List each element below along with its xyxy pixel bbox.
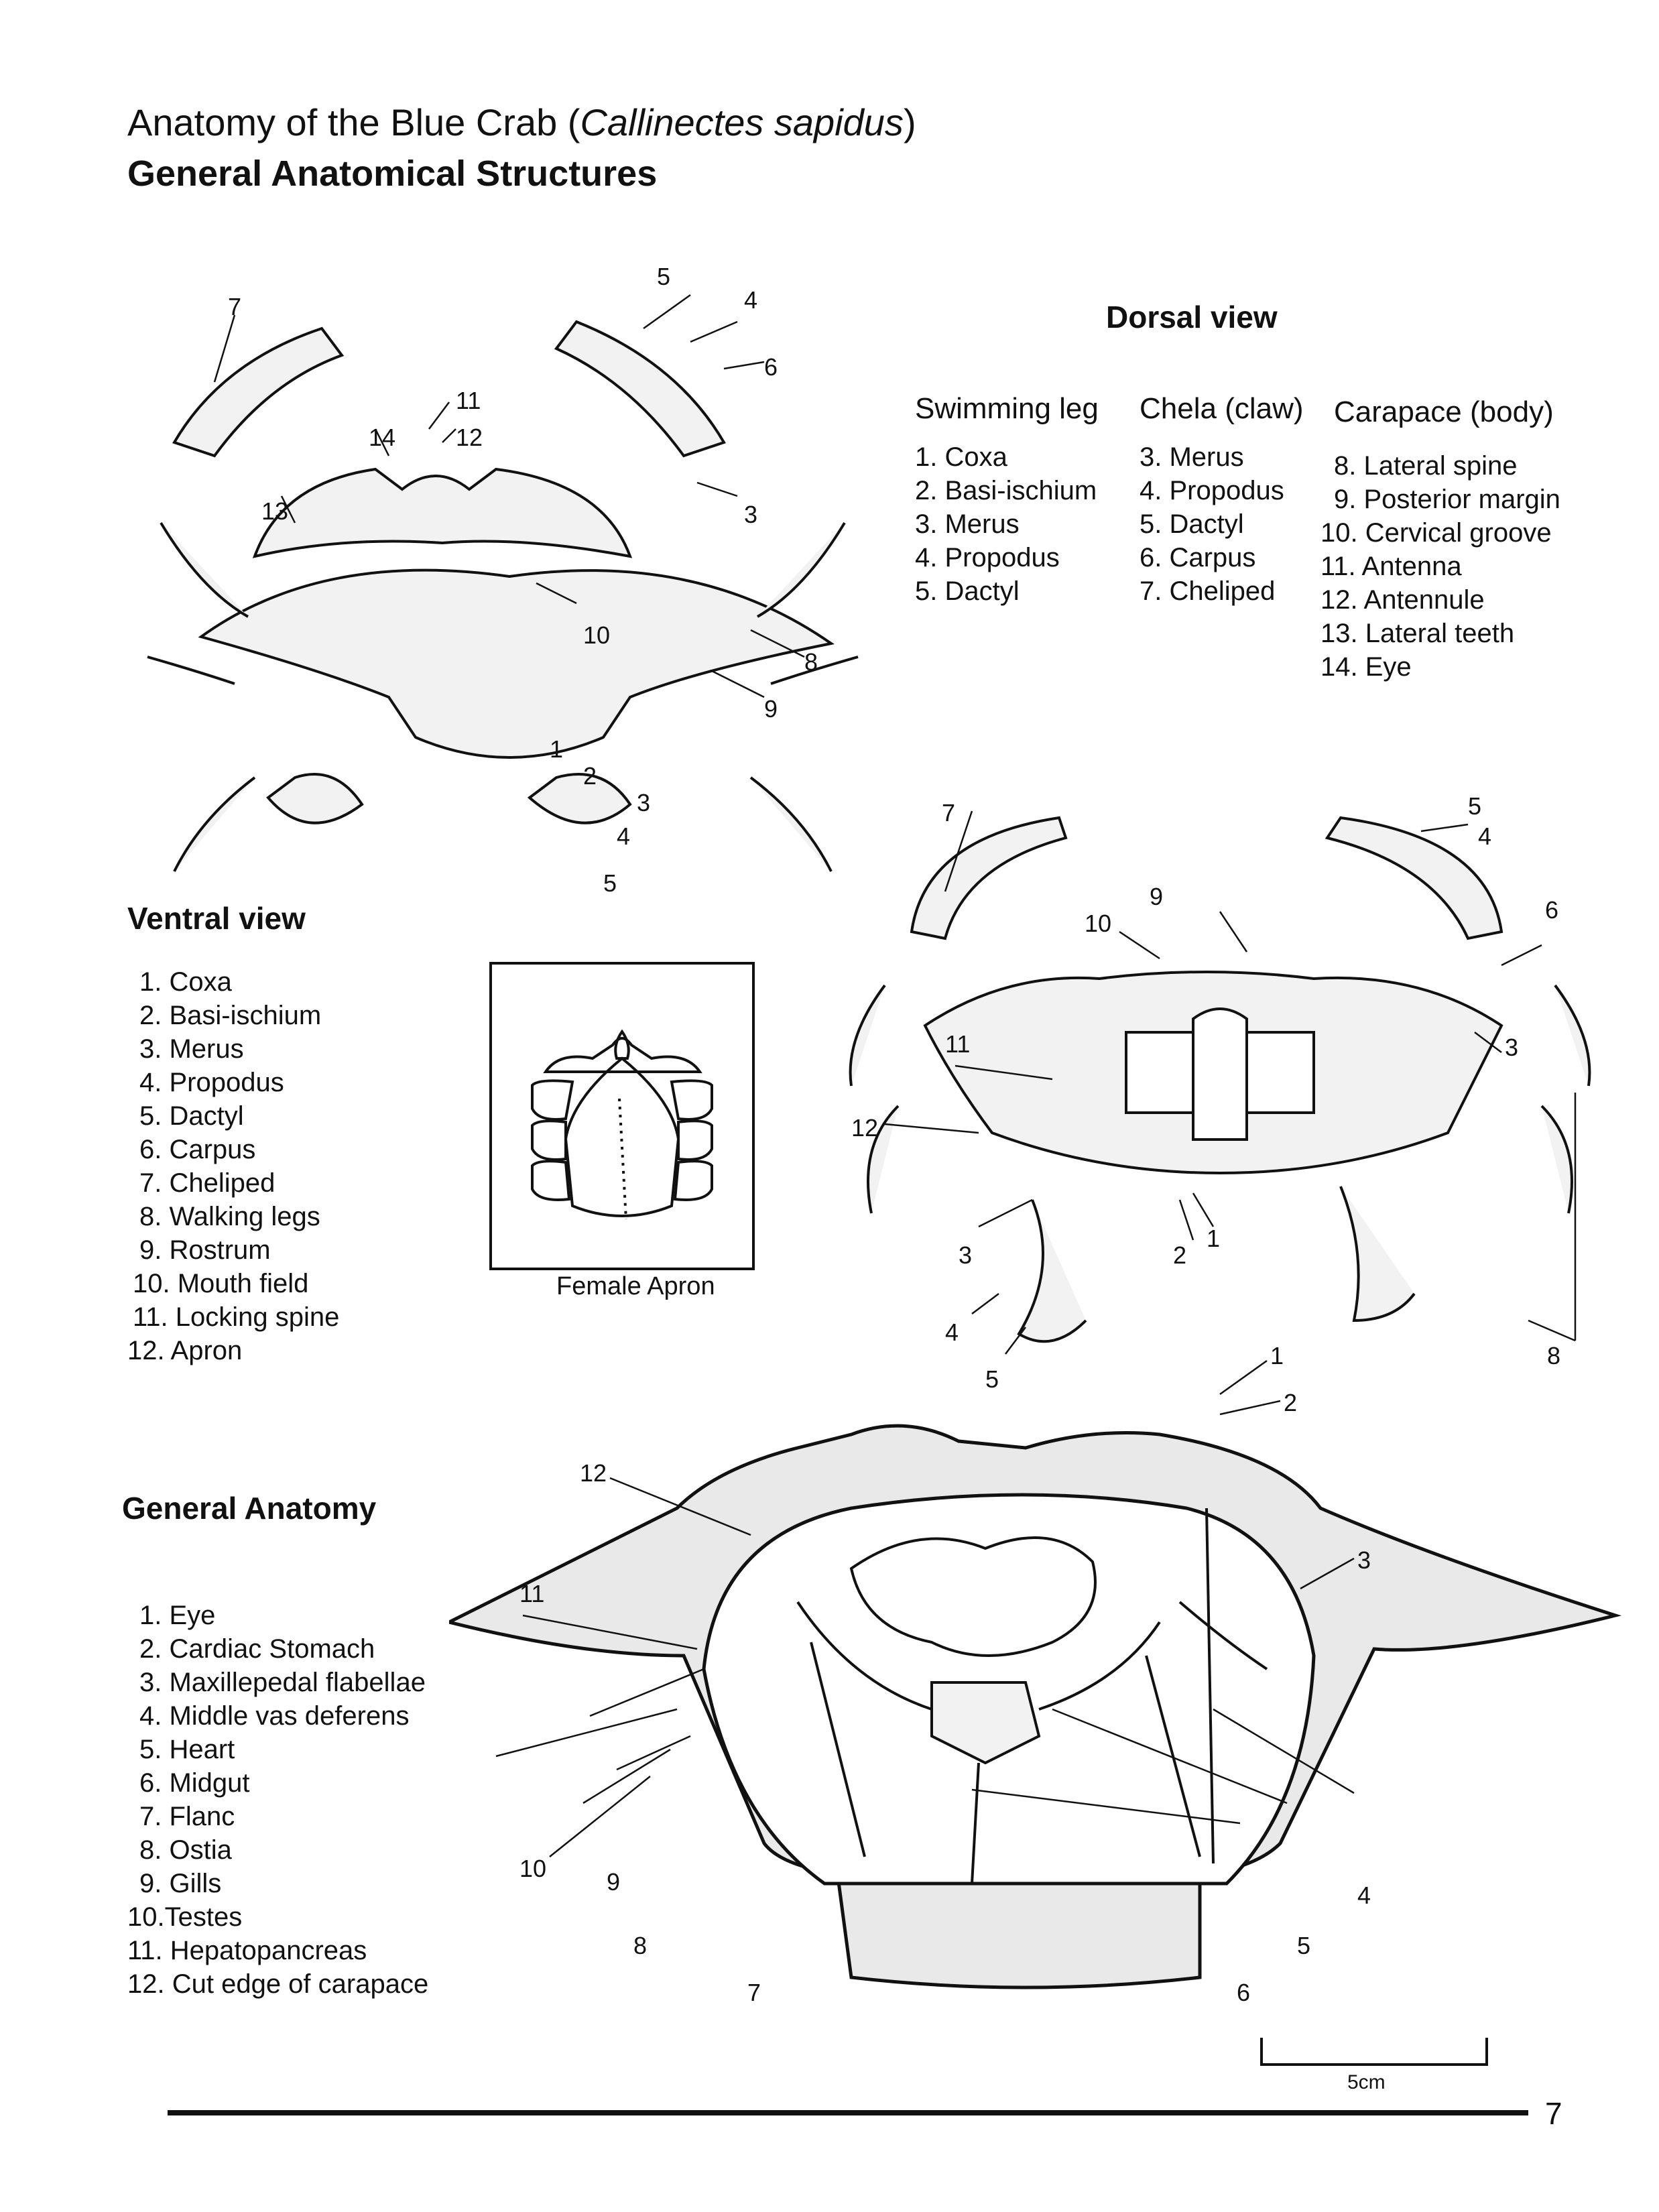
title-species: Callinectes sapidus [580,101,904,143]
dorsal-callout: 13 [261,497,289,525]
scale-bar-label: 5cm [1347,2071,1386,2093]
footer-rule [168,2110,1528,2115]
general-anatomy-heading: General Anatomy [122,1491,377,1526]
anatomy-callout: 4 [1357,1882,1371,1909]
dorsal-column-swimming-leg [915,392,1099,608]
female-apron-drawing [492,965,752,1268]
dorsal-callout: 9 [764,695,778,723]
list-item: 3. Merus [915,509,1020,539]
ventral-callout: 2 [1173,1241,1187,1269]
anatomy-callout: 12 [580,1459,607,1487]
list-item: 11. Hepatopancreas [127,1936,367,1965]
list-item: 13. Lateral teeth [1320,619,1515,648]
dorsal-callout: 5 [603,869,617,897]
dorsal-callout: 11 [456,387,481,414]
dorsal-callout: 12 [456,424,483,451]
list-item: 11. Antenna [1320,552,1462,581]
list-item: 6. Midgut [139,1768,250,1798]
dorsal-callout: 10 [583,621,611,649]
dorsal-view-heading: Dorsal view [1106,300,1278,334]
page-subtitle: General Anatomical Structures [127,153,658,194]
ventral-view-list [127,965,339,1367]
ventral-callout: 11 [945,1030,971,1058]
list-item: 7. Cheliped [139,1168,275,1198]
scale-bar [1260,2038,1488,2066]
list-item: 10. Mouth field [133,1269,309,1298]
dorsal-callout: 4 [744,286,758,314]
list-item: 7. Flanc [139,1802,235,1831]
dorsal-callout: 2 [583,762,597,790]
list-item: 5. Dactyl [915,576,1020,606]
list-item: 9. Posterior margin [1334,485,1560,514]
ventral-callout: 4 [1478,822,1492,850]
list-item: 3. Maxillepedal flabellae [139,1668,426,1697]
dorsal-crab-figure [121,268,885,918]
list-item: 14. Eye [1320,652,1412,682]
list-item: 3. Merus [139,1034,244,1064]
column-title: Carapace (body) [1334,395,1554,428]
dorsal-callout: 1 [550,735,564,763]
list-item: 5. Heart [139,1735,235,1764]
list-item: 5. Dactyl [139,1101,244,1131]
list-item: 4. Propodus [1140,476,1284,505]
dorsal-column-carapace [1320,395,1560,684]
list-item: 11. Locking spine [133,1302,340,1332]
list-item: 4. Propodus [915,543,1060,572]
list-item: 2. Basi-ischium [915,476,1097,505]
ventral-callout: 6 [1545,896,1559,924]
ventral-callout: 7 [942,799,956,826]
column-title: Chela (claw) [1140,392,1304,425]
list-item: 2. Cardiac Stomach [139,1634,375,1664]
list-item: 6. Carpus [139,1135,256,1164]
list-item: 7. Cheliped [1140,576,1276,606]
list-item: 1. Coxa [139,967,232,997]
anatomy-callout: 8 [633,1932,648,1959]
list-item: 8. Lateral spine [1334,451,1518,481]
dorsal-callout: 5 [657,268,671,290]
list-item: 2. Basi-ischium [139,1001,322,1030]
dorsal-callout: 3 [744,501,758,528]
list-item: 1. Coxa [915,442,1007,472]
ventral-callout: 3 [1505,1034,1519,1061]
dorsal-column-chela [1140,392,1304,608]
list-item: 12. Cut edge of carapace [127,1969,429,1999]
list-item: 9. Rostrum [139,1235,271,1265]
ventral-callout: 8 [1547,1342,1561,1369]
dorsal-callout: 4 [617,822,631,850]
list-item: 8. Walking legs [139,1202,320,1231]
anatomy-callout: 1 [1270,1342,1284,1369]
title-suffix: ) [903,101,916,143]
list-item: 9. Gills [139,1869,222,1898]
column-title: Swimming leg [915,392,1099,425]
ventral-callout: 12 [851,1114,879,1142]
anatomy-callout: 5 [1297,1932,1311,1959]
list-item: 6. Carpus [1140,543,1256,572]
list-item: 3. Merus [1140,442,1244,472]
ventral-callout: 9 [1150,883,1164,910]
anatomy-callout: 9 [607,1868,621,1896]
list-item: 8. Ostia [139,1835,232,1865]
list-item: 4. Propodus [139,1068,284,1097]
list-item: 12. Antennule [1320,585,1485,615]
list-item: 4. Middle vas deferens [139,1701,410,1731]
page-number: 7 [1545,2096,1562,2131]
page-title [127,101,916,144]
ventral-callout: 10 [1085,910,1112,937]
dorsal-callout: 7 [228,293,242,320]
dorsal-callout: 14 [369,424,396,451]
anatomy-callout: 10 [519,1855,547,1882]
anatomy-callout: 11 [519,1580,545,1607]
dorsal-callout: 3 [637,789,651,816]
ventral-callout: 3 [959,1241,973,1269]
dorsal-callout: 6 [764,353,778,381]
list-item: 12. Apron [127,1336,243,1365]
ventral-callout: 5 [1468,798,1482,820]
dorsal-callout: 8 [804,648,818,676]
list-item: 5. Dactyl [1140,509,1244,539]
female-apron-box [489,962,755,1270]
anatomy-callout: 2 [1284,1389,1298,1416]
ventral-callout: 5 [985,1365,999,1393]
list-item: 10. Cervical groove [1320,518,1552,548]
list-item: 1. Eye [139,1601,216,1630]
title-prefix: Anatomy of the Blue Crab ( [127,101,580,143]
list-item: 10.Testes [127,1902,243,1932]
female-apron-caption: Female Apron [556,1272,715,1300]
ventral-callout: 1 [1207,1225,1221,1252]
ventral-view-heading: Ventral view [127,901,306,936]
general-anatomy-figure [449,1334,1629,2038]
anatomy-callout: 3 [1357,1546,1371,1574]
anatomy-callout: 6 [1237,1979,1251,2006]
ventral-callout: 4 [945,1318,959,1346]
ventral-crab-figure [831,798,1622,1401]
anatomy-callout: 7 [747,1979,761,2006]
general-anatomy-list [127,1599,428,2001]
